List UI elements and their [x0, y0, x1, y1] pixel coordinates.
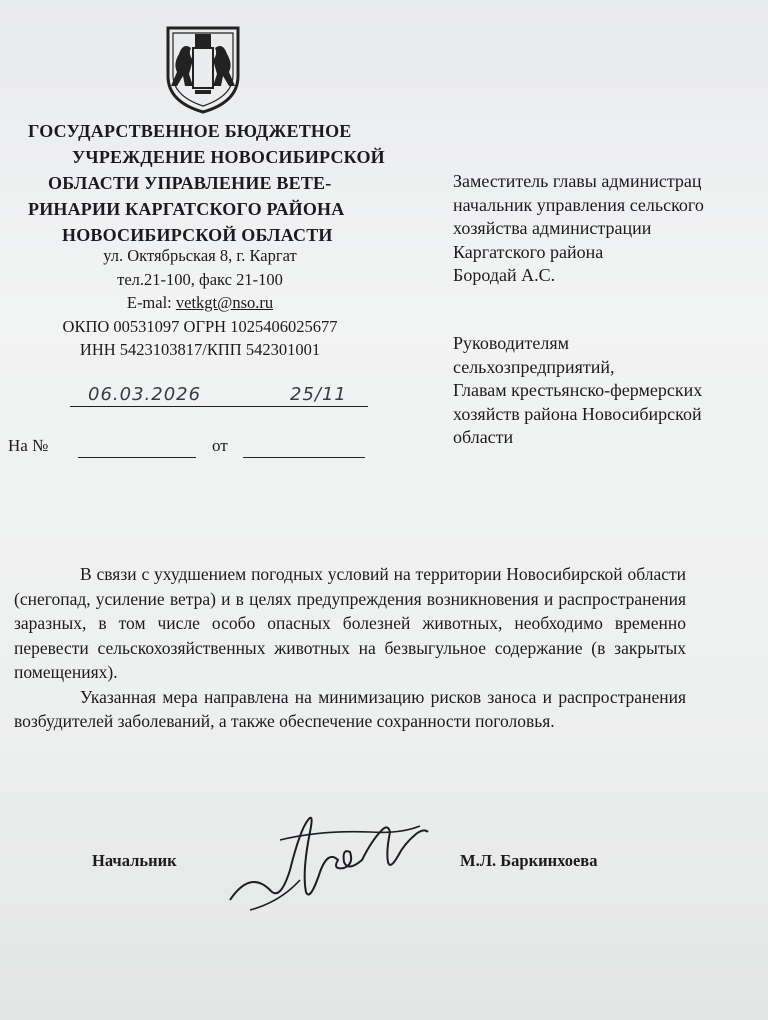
sender-email-label: E-mal:	[126, 293, 176, 312]
registration-number: 25/11	[290, 384, 347, 405]
reference-date-label: от	[212, 436, 228, 455]
sender-address: ул. Октябрьская 8, г. Каргат	[103, 246, 297, 265]
sender-phone: тел.21-100, факс 21-100	[117, 269, 283, 289]
letter-body	[14, 562, 686, 734]
registration-date: 06.03.2026	[88, 384, 202, 405]
sender-title-line: НОВОСИБИРСКОЙ ОБЛАСТИ	[62, 225, 333, 245]
registration-underline	[70, 406, 368, 407]
recipient-line: Бородай А.С.	[453, 265, 556, 285]
sender-inn-kpp: ИНН 5423103817/КПП 542301001	[79, 340, 321, 359]
recipient-line: Главам крестьянско-фермерских	[453, 380, 703, 400]
recipient-line: сельхозпредприятий,	[453, 356, 615, 377]
primary-recipient	[453, 170, 768, 288]
recipient-line: хозяйств района Новосибирской	[453, 403, 702, 424]
signatory-position: Начальник	[92, 851, 177, 870]
signatory-name: М.Л. Баркинхоева	[460, 851, 598, 870]
sender-title-line: РИНАРИИ КАРГАТСКОГО РАЙОНА	[28, 199, 345, 219]
body-paragraph: Указанная мера направлена на минимизацию рисков заноса и распространения возбудителей заболеваний, а также обеспечение сохранности поголовья.	[14, 686, 686, 731]
sender-title-line: УЧРЕЖДЕНИЕ НОВОСИБИРСКОЙ	[72, 147, 385, 167]
reference-date-blank	[243, 457, 365, 458]
reference-number-label: На №	[8, 436, 49, 455]
recipient-line: хозяйства администрации	[453, 218, 652, 238]
sender-email-link[interactable]: vetkgt@nso.ru	[175, 293, 274, 312]
recipient-line: Руководителям	[453, 333, 569, 353]
recipient-line: области	[453, 427, 514, 447]
sender-email-line	[20, 291, 380, 315]
coat-of-arms-emblem	[165, 24, 241, 114]
sender-organization-title	[14, 118, 424, 248]
recipient-line: Каргатского района	[453, 241, 604, 262]
handwritten-signature	[220, 800, 440, 920]
secondary-recipients	[453, 332, 702, 450]
body-paragraph: В связи с ухудшением погодных условий на территории Новосибирской области (снегопад, усиление ветра) и в целях предупреждения возникновения и распространения заразных, в том числе особо опасных болезней животных, необходимо временно перевести сельскохозяйственных животных на безвыгульное содержание (в закрытых помещениях).	[14, 564, 686, 682]
sender-contact-info	[20, 244, 380, 362]
recipient-line: начальник управления сельского	[453, 194, 704, 215]
reference-number-blank	[78, 457, 196, 458]
sender-okpo-ogrn: ОКПО 00531097 ОГРН 1025406025677	[62, 316, 338, 336]
recipient-line: Заместитель главы администрац	[453, 171, 702, 191]
sender-title-line: ГОСУДАРСТВЕННОЕ БЮДЖЕТНОЕ	[28, 121, 352, 141]
sender-title-line: ОБЛАСТИ УПРАВЛЕНИЕ ВЕТЕ-	[48, 173, 332, 193]
